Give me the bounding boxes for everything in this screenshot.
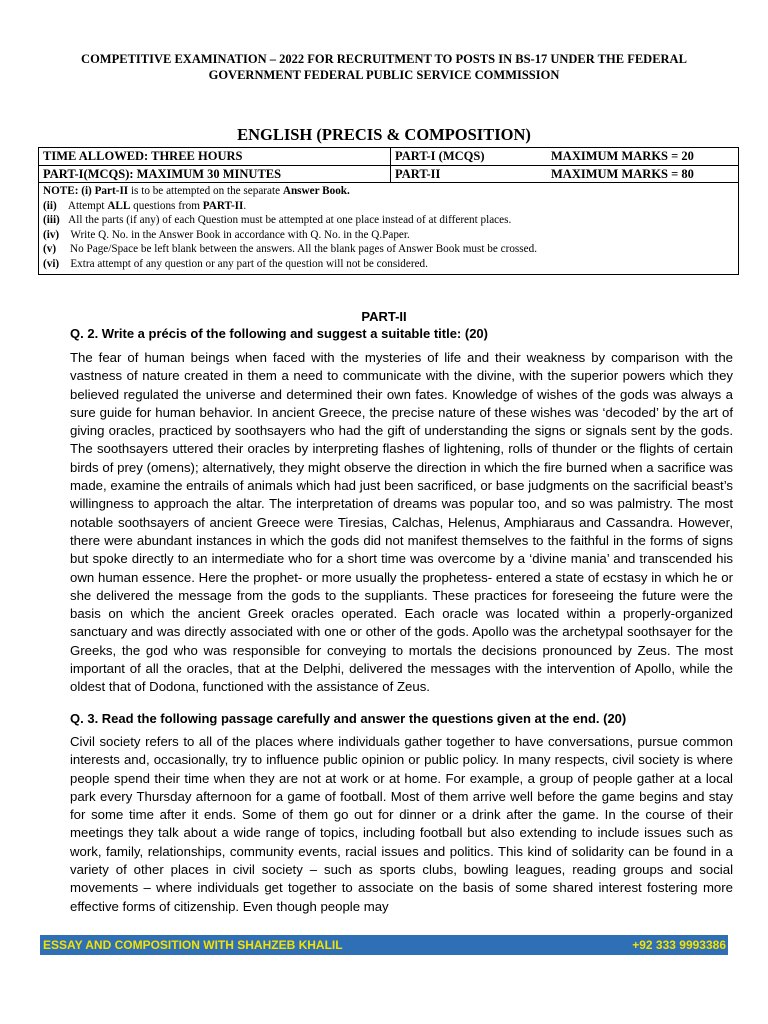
- exam-info-table: [38, 147, 739, 275]
- question-3-title: Q. 3. Read the following passage carefully and answer the questions given at the end. (20): [70, 711, 627, 726]
- subject-title: ENGLISH (PRECIS & COMPOSITION): [237, 125, 531, 144]
- part2-label: PART-II: [391, 165, 548, 183]
- notes-row: [39, 183, 739, 275]
- note-1: NOTE: (i) Part-II is to be attempted on the separate Answer Book.: [43, 185, 350, 197]
- header-line-2: GOVERNMENT FEDERAL PUBLIC SERVICE COMMISSION: [208, 68, 560, 82]
- part1-marks: MAXIMUM MARKS = 20: [547, 148, 739, 166]
- note-2: (ii) Attempt ALL questions from PART-II.: [43, 199, 247, 212]
- time-allowed: TIME ALLOWED: THREE HOURS: [39, 148, 391, 166]
- note-6: (vi) Extra attempt of any question or any part of the question will not be considered.: [43, 257, 428, 270]
- info-row-1: [39, 148, 739, 166]
- header-line-1: COMPETITIVE EXAMINATION – 2022 FOR RECRUITMENT TO POSTS IN BS-17 UNDER THE FEDERAL: [81, 52, 687, 66]
- note-3: (iii) All the parts (if any) of each Question must be attempted at one place instead of at different places.: [43, 214, 512, 227]
- question-3-passage: Civil society refers to all of the places where individuals gather together to have conversations, pursue common interests and, occasionally, try to influence public opinion or public policy. In many respects, civil society is where people spend their time when they are not at work or at home. For example, a group of people gather at a local park every Thursday afternoon for a game of football. Most of them arrive well before the game begins and stay for some time after it ends. Some of them go out for dinner or a drink after the game. In the course of their meetings they talk about a wide range of topics, including football but also extending to include issues such as work, family, relationships, community events, racial issues and politics. This kind of solidarity can be found in a variety of other places in civil society – such as sports clubs, bowling leagues, reading groups and social movements – where individuals get together to associate on the basis of some shared interest fostering more effective forms of citizenship. Even though people may: [70, 734, 733, 914]
- note-5: (v) No Page/Space be left blank between the answers. All the blank pages of Answer Book must be crossed.: [43, 243, 537, 256]
- note-4: (iv) Write Q. No. in the Answer Book in accordance with Q. No. in the Q.Paper.: [43, 228, 410, 241]
- notes-block: [39, 183, 739, 275]
- question-2-passage: The fear of human beings when faced with the mysteries of life and their weakness by comparison with the vastness of nature created in them a need to communicate with the divine, with the superior powers which they believed regulated the universe and determined their own fates. Knowledge of wishes of the gods was always a sure guide for human behavior. In ancient Greece, the precise nature of these wishes was ‘decoded’ by the art of giving oracles, practiced by soothsayers who had the gift of understanding the signs or signals sent by the gods. The soothsayers uttered their oracles by interpreting flashes of lightening, rolls of thunder or the flights of certain birds of prey (omens); alternatively, they might observe the direction in which the fire burned when a sacrifice was made, examine the entrails of animals which had just been sacrificed, or base judgments on the sacrificial beast’s willingness to approach the altar. The interpretation of dreams was popular too, and so was palmistry. The most notable soothsayers of ancient Greece were Tiresias, Calchas, Helenus, Amphiaraus and Cassandra. However, there were abundant instances in which the gods did not manifest themselves to the faithful in the forms of signs but spoke directly to an intermediate who for a short time was overcome by a ‘divine mania’ and transcended his own human essence. Here the prophet- or more usually the prophetess- entered a state of ecstasy in which he or she delivered the message from the gods to the suppliants. These practices for foreseeing the future were the basis on which the ancient Greek oracles operated. Each oracle was located within a properly-organized sanctuary and was directly associated with one or other of the gods. Apollo was the archetypal soothsayer for the Greeks, the god who was responsible for conveying to mortals the decisions pronounced by Zeus. The most important of all the oracles, that at the Delphi, delivered the messages with the intervention of Apollo, while the oldest that of Dodona, functioned with the assistance of Zeus.: [70, 350, 733, 695]
- exam-header: [0, 51, 768, 83]
- footer-phone: +92 333 9993386: [632, 938, 726, 952]
- footer-brand: ESSAY AND COMPOSITION WITH SHAHZEB KHALIL: [43, 938, 343, 952]
- question-2-title: Q. 2. Write a précis of the following and suggest a suitable title: (20): [70, 326, 488, 341]
- part2-marks: MAXIMUM MARKS = 80: [547, 165, 739, 183]
- part1-mcqs-time: PART-I(MCQS): MAXIMUM 30 MINUTES: [39, 165, 391, 183]
- part1-label: PART-I (MCQS): [391, 148, 548, 166]
- part-title: PART-II: [361, 309, 407, 324]
- info-row-2: [39, 165, 739, 183]
- footer-banner: [40, 935, 728, 955]
